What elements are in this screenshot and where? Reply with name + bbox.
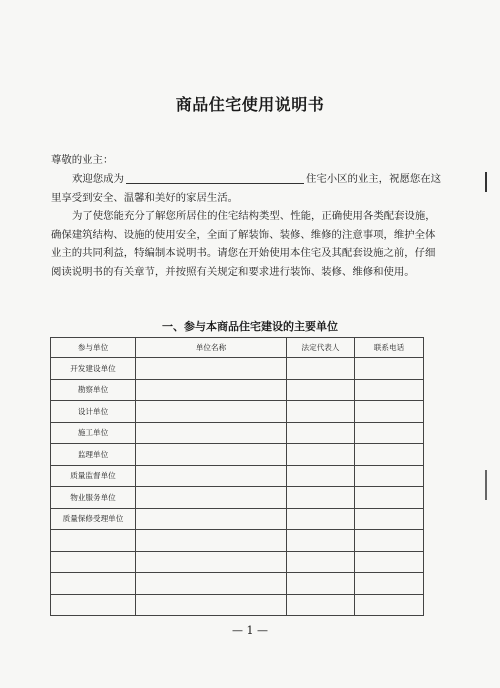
participant-cell: 开发建设单位 [51,358,136,380]
legal-rep-cell [287,465,355,487]
table-row [51,379,424,401]
table-row [51,444,424,466]
unit-name-cell [136,358,287,380]
unit-name-cell [136,379,287,401]
participant-cell [51,530,136,552]
legal-rep-cell [287,358,355,380]
table-header-row [51,338,424,358]
community-name-blank [126,172,304,184]
legal-rep-cell [287,508,355,530]
participant-cell: 质量监督单位 [51,465,136,487]
unit-name-cell [136,573,287,595]
header-phone: 联系电话 [355,338,424,358]
participant-cell: 设计单位 [51,401,136,423]
section-heading: 一、参与本商品住宅建设的主要单位 [162,320,338,333]
document-title: 商品住宅使用说明书 [175,95,325,114]
phone-cell [355,594,424,616]
header-participant: 参与单位 [51,338,136,358]
phone-cell [355,379,424,401]
legal-rep-cell [287,487,355,509]
legal-rep-cell [287,379,355,401]
phone-cell [355,465,424,487]
unit-name-cell [136,465,287,487]
phone-cell [355,508,424,530]
table-row [51,422,424,444]
participant-cell [51,594,136,616]
legal-rep-cell [287,422,355,444]
unit-name-cell [136,401,287,423]
unit-name-cell [136,551,287,573]
scan-artifact [485,172,487,192]
table-row [51,551,424,573]
welcome-paragraph [51,170,443,207]
legal-rep-cell [287,551,355,573]
unit-name-cell [136,422,287,444]
purpose-text: 为了使您能充分了解您所居住的住宅结构类型、性能，正确使用各类配套设施，确保建筑结构、设施的使用安全，全面了解装饰、装修、维修的注意事项，维护全体业主的共同利益，特编制本说明书。请您在开始使用本住宅及其配套设施之前，仔细阅读说明书的有关章节，并按照有关规定和要求进行装饰、装修、维修和使用。 [51,210,436,278]
table-row [51,401,424,423]
table-row [51,530,424,552]
legal-rep-cell [287,573,355,595]
purpose-paragraph [51,207,443,281]
phone-cell [355,573,424,595]
unit-name-cell [136,594,287,616]
unit-name-cell [136,487,287,509]
participant-cell [51,573,136,595]
participant-cell: 质量保修受理单位 [51,508,136,530]
units-table [50,337,424,616]
header-unit-name: 单位名称 [136,338,287,358]
table-row [51,487,424,509]
phone-cell [355,422,424,444]
welcome-text-after: 住宅小区的业主，祝愿您在这里享受到安全、温馨和美好的家居生活。 [51,173,442,204]
unit-name-cell [136,508,287,530]
phone-cell [355,444,424,466]
legal-rep-cell [287,530,355,552]
header-legal-rep: 法定代表人 [287,338,355,358]
table-row [51,508,424,530]
table-row [51,465,424,487]
unit-name-cell [136,530,287,552]
participant-cell: 勘察单位 [51,379,136,401]
phone-cell [355,358,424,380]
table-row [51,594,424,616]
page-number: — 1 — [232,624,268,637]
table-row [51,358,424,380]
greeting: 尊敬的业主： [51,154,114,166]
legal-rep-cell [287,594,355,616]
table-row [51,573,424,595]
participant-cell [51,551,136,573]
phone-cell [355,487,424,509]
participant-cell: 监理单位 [51,444,136,466]
scan-artifact [485,470,487,500]
welcome-text-before: 欢迎您成为 [72,173,124,185]
participant-cell: 物业服务单位 [51,487,136,509]
phone-cell [355,551,424,573]
participant-cell: 施工单位 [51,422,136,444]
phone-cell [355,530,424,552]
phone-cell [355,401,424,423]
legal-rep-cell [287,444,355,466]
table-body [51,358,424,616]
legal-rep-cell [287,401,355,423]
unit-name-cell [136,444,287,466]
